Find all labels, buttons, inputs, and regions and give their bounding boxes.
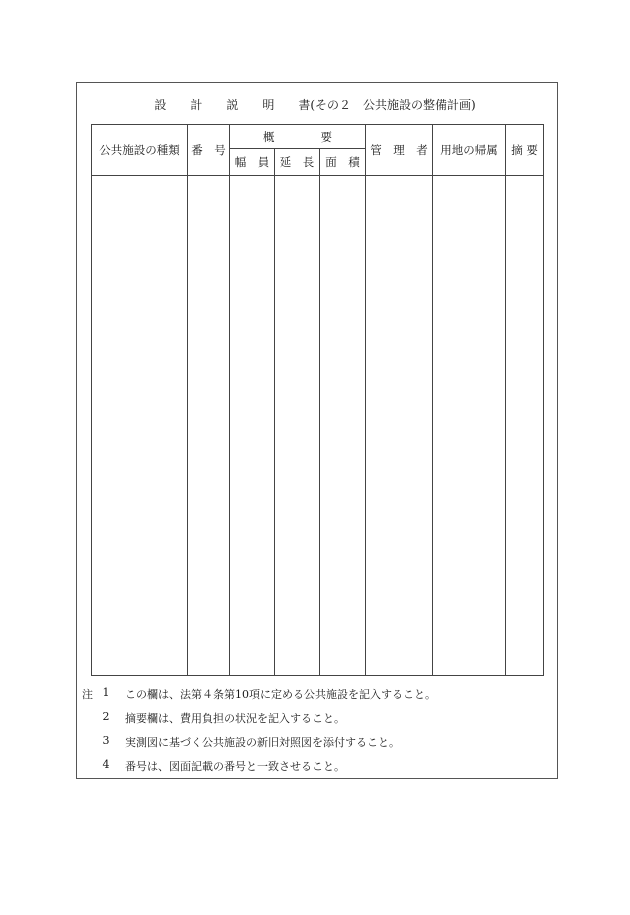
document-title: 設 計 説 明 書(その２ 公共施設の整備計画) [154, 98, 476, 112]
note-text: 番号は、図面記載の番号と一致させること。 [125, 760, 345, 773]
cell-remarks[interactable] [506, 176, 544, 676]
cell-length[interactable] [275, 176, 320, 676]
note-number: 3 [102, 734, 110, 747]
notes-label: 注 [82, 688, 93, 701]
header-row-1 [92, 125, 544, 149]
facility-table [91, 124, 544, 676]
cell-manager[interactable] [366, 176, 433, 676]
col-manager: 管 理 者 [366, 125, 433, 176]
col-land-ownership: 用地の帰属 [433, 125, 506, 176]
cell-land-ownership[interactable] [433, 176, 506, 676]
col-number: 番 号 [188, 125, 230, 176]
table-body-row [92, 176, 544, 676]
cell-number[interactable] [188, 176, 230, 676]
note-text: 実測図に基づく公共施設の新旧対照図を添付すること。 [125, 736, 400, 749]
col-length: 延 長 [275, 149, 320, 176]
col-overview: 概 要 [230, 125, 366, 149]
cell-area[interactable] [320, 176, 366, 676]
col-facility-type: 公共施設の種類 [92, 125, 188, 176]
note-number: 1 [102, 686, 110, 699]
cell-width[interactable] [230, 176, 275, 676]
cell-facility-type[interactable] [92, 176, 188, 676]
note-text: この欄は、法第４条第10項に定める公共施設を記入すること。 [125, 688, 436, 701]
col-width: 幅 員 [230, 149, 275, 176]
note-text: 摘要欄は、費用負担の状況を記入すること。 [125, 712, 345, 725]
col-area: 面 積 [320, 149, 366, 176]
note-number: 2 [102, 710, 110, 723]
note-number: 4 [102, 758, 110, 771]
col-remarks: 摘 要 [506, 125, 544, 176]
